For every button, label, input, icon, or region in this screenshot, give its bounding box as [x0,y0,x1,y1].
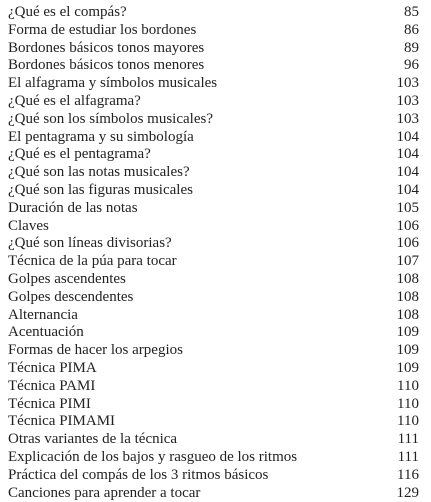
toc-entry-page-number: 106 [396,235,419,252]
toc-entry [0,57,431,75]
toc-entry [0,253,431,271]
toc-entry-page-number: 89 [404,39,419,56]
toc-entry [0,360,431,378]
toc-entry-title: Claves [8,217,49,234]
toc-entry [0,342,431,360]
toc-entry-page-number: 108 [396,270,419,287]
toc-entry-page-number: 103 [396,110,419,127]
toc-entry-title: Técnica PIMA [8,359,97,376]
toc-entry-title: Golpes ascendentes [8,270,126,287]
toc-entry [0,307,431,325]
toc-entry-page-number: 104 [396,146,419,163]
toc-entry [0,146,431,164]
toc-entry [0,40,431,58]
toc-entry-page-number: 106 [396,217,419,234]
toc-entry-title: Técnica PIMAMI [8,413,116,430]
toc-entry-page-number: 109 [396,359,419,376]
toc-entry [0,22,431,40]
toc-entry-page-number: 111 [397,448,419,465]
toc-entry [0,129,431,147]
toc-entry [0,413,431,431]
toc-entry-title: Técnica PAMI [8,377,96,394]
toc-entry-page-number: 86 [404,21,419,38]
toc-entry-title: El alfagrama y símbolos musicales [8,75,218,92]
toc-entry [0,93,431,111]
toc-entry-page-number: 111 [397,431,419,448]
toc-entry-title: Explicación de los bajos y rasgueo de los ritmos [8,448,298,465]
toc-entry-page-number: 104 [396,181,419,198]
toc-entry-title: Bordones básicos tonos menores [8,57,205,74]
toc-entry-title: ¿Qué es el alfagrama? [8,92,141,109]
toc-entry [0,485,431,502]
toc-entry-title: Técnica PIMI [8,395,91,412]
toc-entry-page-number: 108 [396,306,419,323]
toc-entry-page-number: 129 [396,484,419,501]
toc-entry [0,235,431,253]
toc-entry-page-number: 107 [396,253,419,270]
toc-entry [0,396,431,414]
toc-entry-title: Técnica de la púa para tocar [8,253,177,270]
toc-entry-page-number: 105 [396,199,419,216]
toc-entry-page-number: 104 [396,128,419,145]
toc-entry [0,289,431,307]
toc-entry-page-number: 108 [396,288,419,305]
toc-entry-page-number: 104 [396,164,419,181]
toc-entry [0,111,431,129]
toc-entry [0,467,431,485]
toc-entry-title: Bordones básicos tonos mayores [8,39,205,56]
toc-entry [0,75,431,93]
toc-entry-title: ¿Qué son las figuras musicales [8,181,193,198]
table-of-contents [0,4,431,502]
toc-entry [0,324,431,342]
toc-entry-title: Acentuación [8,324,84,341]
toc-entry-page-number: 96 [404,57,419,74]
toc-entry-title: ¿Qué son líneas divisorias? [8,235,172,252]
toc-entry [0,449,431,467]
toc-entry [0,271,431,289]
toc-entry-title: Formas de hacer los arpegios [8,342,183,359]
toc-entry-page-number: 116 [397,466,419,483]
toc-entry-page-number: 110 [397,413,419,430]
toc-entry-title: Golpes descendentes [8,288,134,305]
toc-entry-page-number: 110 [397,395,419,412]
toc-entry [0,182,431,200]
toc-entry-page-number: 103 [396,92,419,109]
toc-entry-page-number: 109 [396,342,419,359]
toc-entry-title: Canciones para aprender a tocar [8,484,201,501]
toc-entry-title: Forma de estudiar los bordones [8,21,197,38]
toc-entry-title: El pentagrama y su simbología [8,128,194,145]
toc-entry [0,164,431,182]
toc-entry-page-number: 103 [396,75,419,92]
toc-entry-title: Duración de las notas [8,199,138,216]
toc-entry-title: Otras variantes de la técnica [8,431,178,448]
toc-entry [0,4,431,22]
toc-entry-title: Alternancia [8,306,78,323]
toc-entry-title: ¿Qué es el compás? [8,4,127,20]
toc-entry [0,218,431,236]
toc-entry [0,200,431,218]
toc-entry [0,378,431,396]
toc-entry-title: Práctica del compás de los 3 ritmos básicos [8,466,269,483]
toc-entry-page-number: 110 [397,377,419,394]
toc-entry-title: ¿Qué es el pentagrama? [8,146,151,163]
toc-entry-title: ¿Qué son las notas musicales? [8,164,190,181]
toc-entry [0,431,431,449]
toc-entry-title: ¿Qué son los símbolos musicales? [8,110,213,127]
toc-entry-page-number: 109 [396,324,419,341]
toc-entry-page-number: 85 [404,4,419,20]
